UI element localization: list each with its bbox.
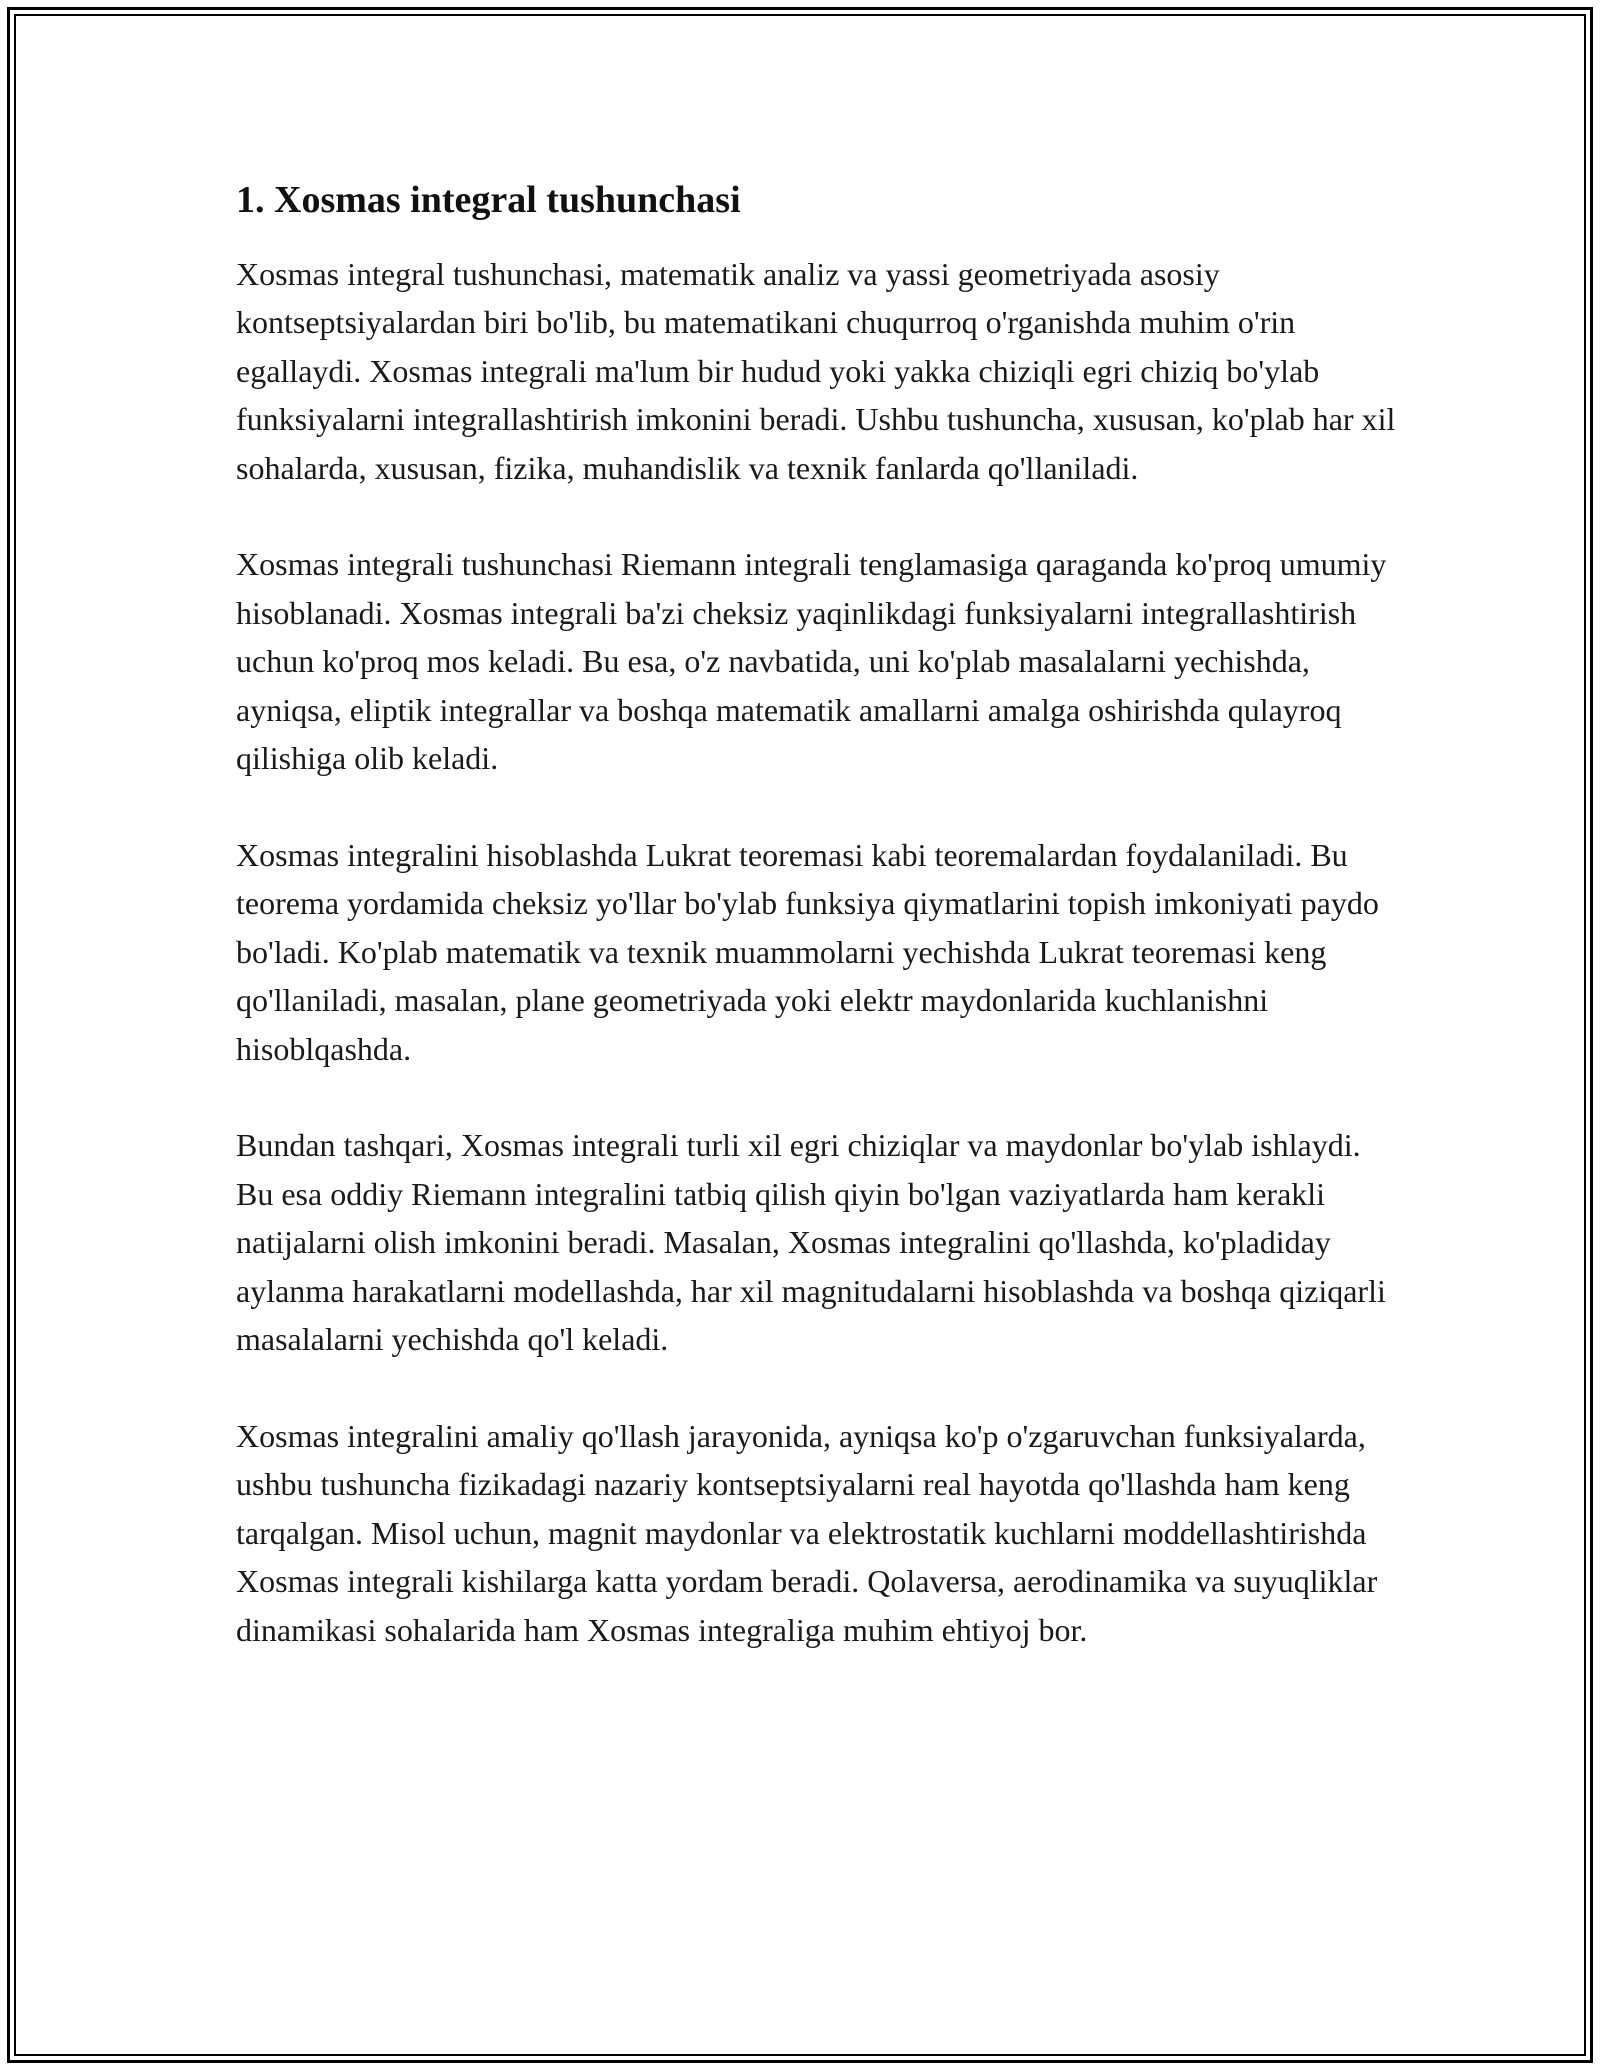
paragraph-1: Xosmas integral tushunchasi, matematik analiz va yassi geometriyada asosiy kontseptsiyalardan biri bo'lib, bu matematikani chuqurroq o'rganishda muhim o'rin egallaydi. Xosmas integrali ma'lum bir hudud yoki yakka chiziqli egri chiziq bo'ylab funksiyalarni integrallashtirish imkonini beradi. Ushbu tushuncha, xususan, ko'plab har xil sohalarda, xususan, fizika, muhandislik va texnik fanlarda qo'llaniladi. <box>236 255 1396 486</box>
paragraph-5: Xosmas integralini amaliy qo'llash jarayonida, ayniqsa ko'p o'zgaruvchan funksiyalarda, ushbu tushuncha fizikadagi nazariy kontseptsiyalarni real hayotda qo'llashda ham keng tarqalgan. Misol uchun, magnit maydonlar va elektrostatik kuchlarni moddellashtirishda Xosmas integrali kishilarga katta yordam beradi. Qolaversa, aerodinamika va suyuqliklar dinamikasi sohalarida ham Xosmas integraliga muhim ehtiyoj bor. <box>236 1417 1378 1648</box>
paragraph-2: Xosmas integrali tushunchasi Riemann integrali tenglamasiga qaraganda ko'proq umumiy hisoblanadi. Xosmas integrali ba'zi cheksiz yaqinlikdagi funksiyalarni integrallashtirish uchun ko'proq mos keladi. Bu esa, o'z navbatida, uni ko'plab masalalarni yechishda, ayniqsa, eliptik integrallar va boshqa matematik amallarni amalga oshirishda qulayroq qilishiga olib keladi. <box>236 546 1387 777</box>
section-heading: 1. Xosmas integral tushunchasi <box>236 179 741 221</box>
document-body <box>236 178 1396 1702</box>
paragraph-4: Bundan tashqari, Xosmas integrali turli xil egri chiziqlar va maydonlar bo'ylab ishlaydi. Bu esa oddiy Riemann integralini tatbiq qilish qiyin bo'lgan vaziyatlarda ham kerakli natijalarni olish imkonini beradi. Masalan, Xosmas integralini qo'llashda, ko'pladiday aylanma harakatlarni modellashda, har xil magnitudalarni hisoblashda va boshqa qiziqarli masalalarni yechishda qo'l keladi. <box>236 1127 1386 1358</box>
paragraph-3: Xosmas integralini hisoblashda Lukrat teoremasi kabi teoremalardan foydalaniladi. Bu teorema yordamida cheksiz yo'llar bo'ylab funksiya qiymatlarini topish imkoniyati paydo bo'ladi. Ko'plab matematik va texnik muammolarni yechishda Lukrat teoremasi keng qo'llaniladi, masalan, plane geometriyada yoki elektr maydonlarida kuchlanishni hisoblqashda. <box>236 836 1379 1067</box>
